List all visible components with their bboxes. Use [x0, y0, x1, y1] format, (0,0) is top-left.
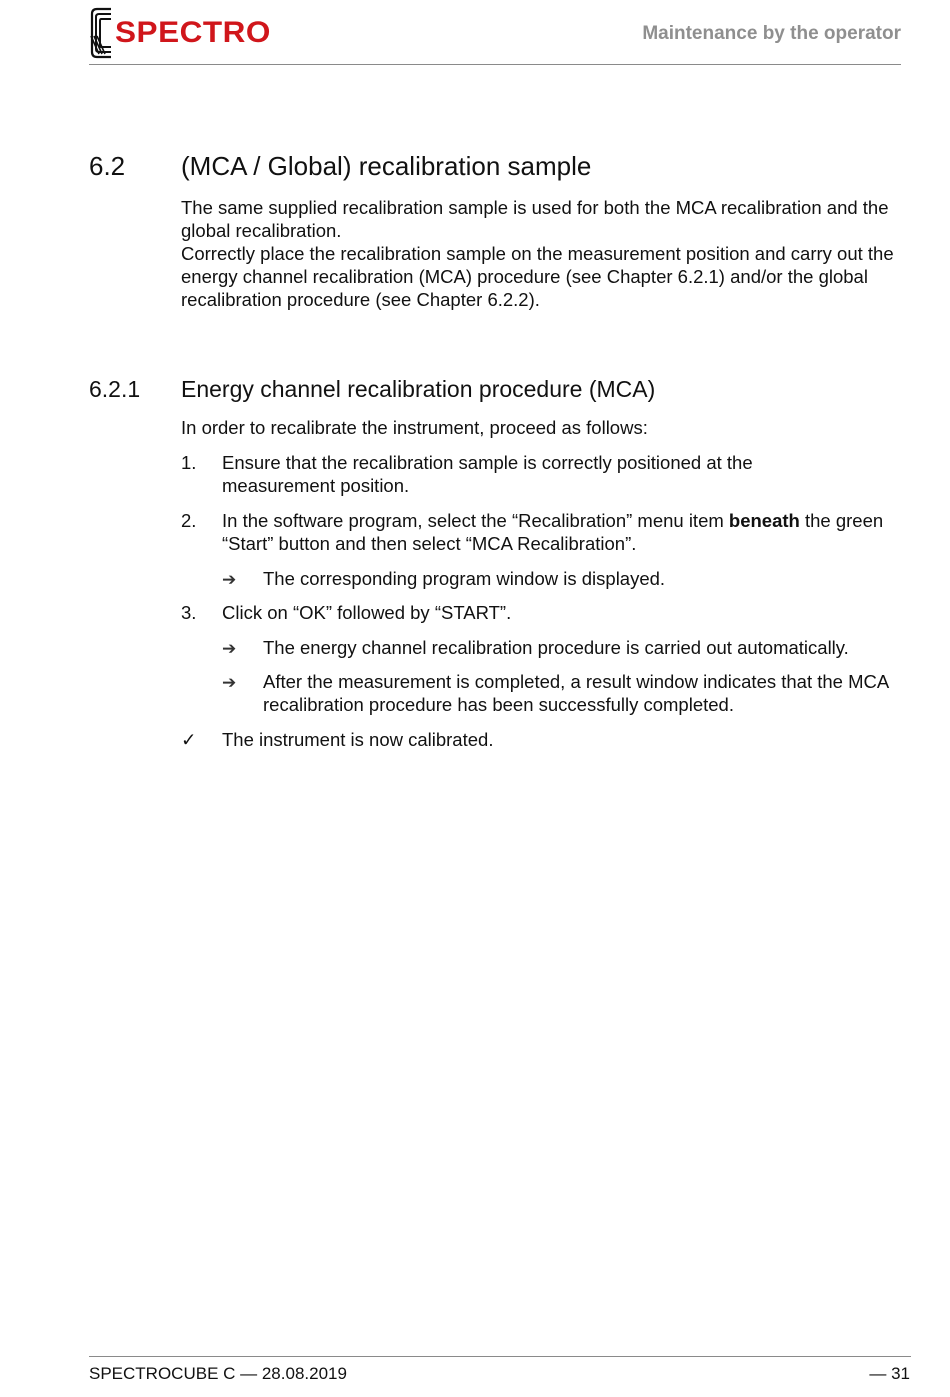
step-marker-2: 2. [181, 510, 197, 531]
subsection-intro: In order to recalibrate the instrument, proceed as follows: [181, 417, 648, 438]
result-text-2: The energy channel recalibration procedure is carried out automatically. [263, 637, 849, 658]
spectro-logo [89, 6, 279, 60]
step-marker-1: 1. [181, 452, 197, 473]
subsection-title: Energy channel recalibration procedure (MCA) [181, 376, 656, 402]
footer-divider [89, 1356, 911, 1357]
section-paragraph-2: Correctly place the recalibration sample on the measurement position and carry out the energy channel recalibration (MCA) procedure (see Chapter 6.2.1) and/or the global recalibration procedure (see Chapter 6.2.2). [181, 243, 894, 310]
result-text-1: The corresponding program window is displayed. [263, 568, 666, 589]
result-arrow-icon: ➔ [222, 639, 237, 658]
section-number: 6.2 [89, 151, 126, 181]
step-text-1: Ensure that the recalibration sample is correctly positioned at the measurement position. [222, 452, 753, 496]
step-text-2-after: the green “Start” button and then select “MCA Recalibration”. [222, 510, 884, 554]
step-text-2 [222, 509, 892, 555]
step-text-2-before: In the software program, select the “Recalibration” menu item [222, 510, 729, 531]
subsection-number: 6.2.1 [89, 376, 141, 402]
footer-document-info: SPECTROCUBE C — 28.08.2019 [89, 1364, 347, 1383]
step-text-2-bold: beneath [728, 510, 800, 531]
running-header-title: Maintenance by the operator [642, 23, 901, 44]
step-marker-3: 3. [181, 602, 197, 623]
logo-wordmark: SPECTRO [115, 16, 271, 49]
checkmark-icon: ✓ [181, 729, 197, 750]
final-result-text: The instrument is now calibrated. [222, 729, 494, 750]
logo-mark-icon [89, 6, 113, 60]
section-paragraph-1: The same supplied recalibration sample is used for both the MCA recalibration and the global recalibration. [181, 197, 889, 241]
header-divider [89, 64, 901, 65]
result-text-3: After the measurement is completed, a result window indicates that the MCA recalibration procedure has been successfully completed. [263, 671, 889, 715]
section-title: (MCA / Global) recalibration sample [181, 151, 592, 181]
page-number: — 31 [869, 1364, 910, 1383]
result-arrow-icon: ➔ [222, 570, 237, 589]
step-text-3: Click on “OK” followed by “START”. [222, 602, 512, 623]
result-arrow-icon: ➔ [222, 673, 237, 692]
